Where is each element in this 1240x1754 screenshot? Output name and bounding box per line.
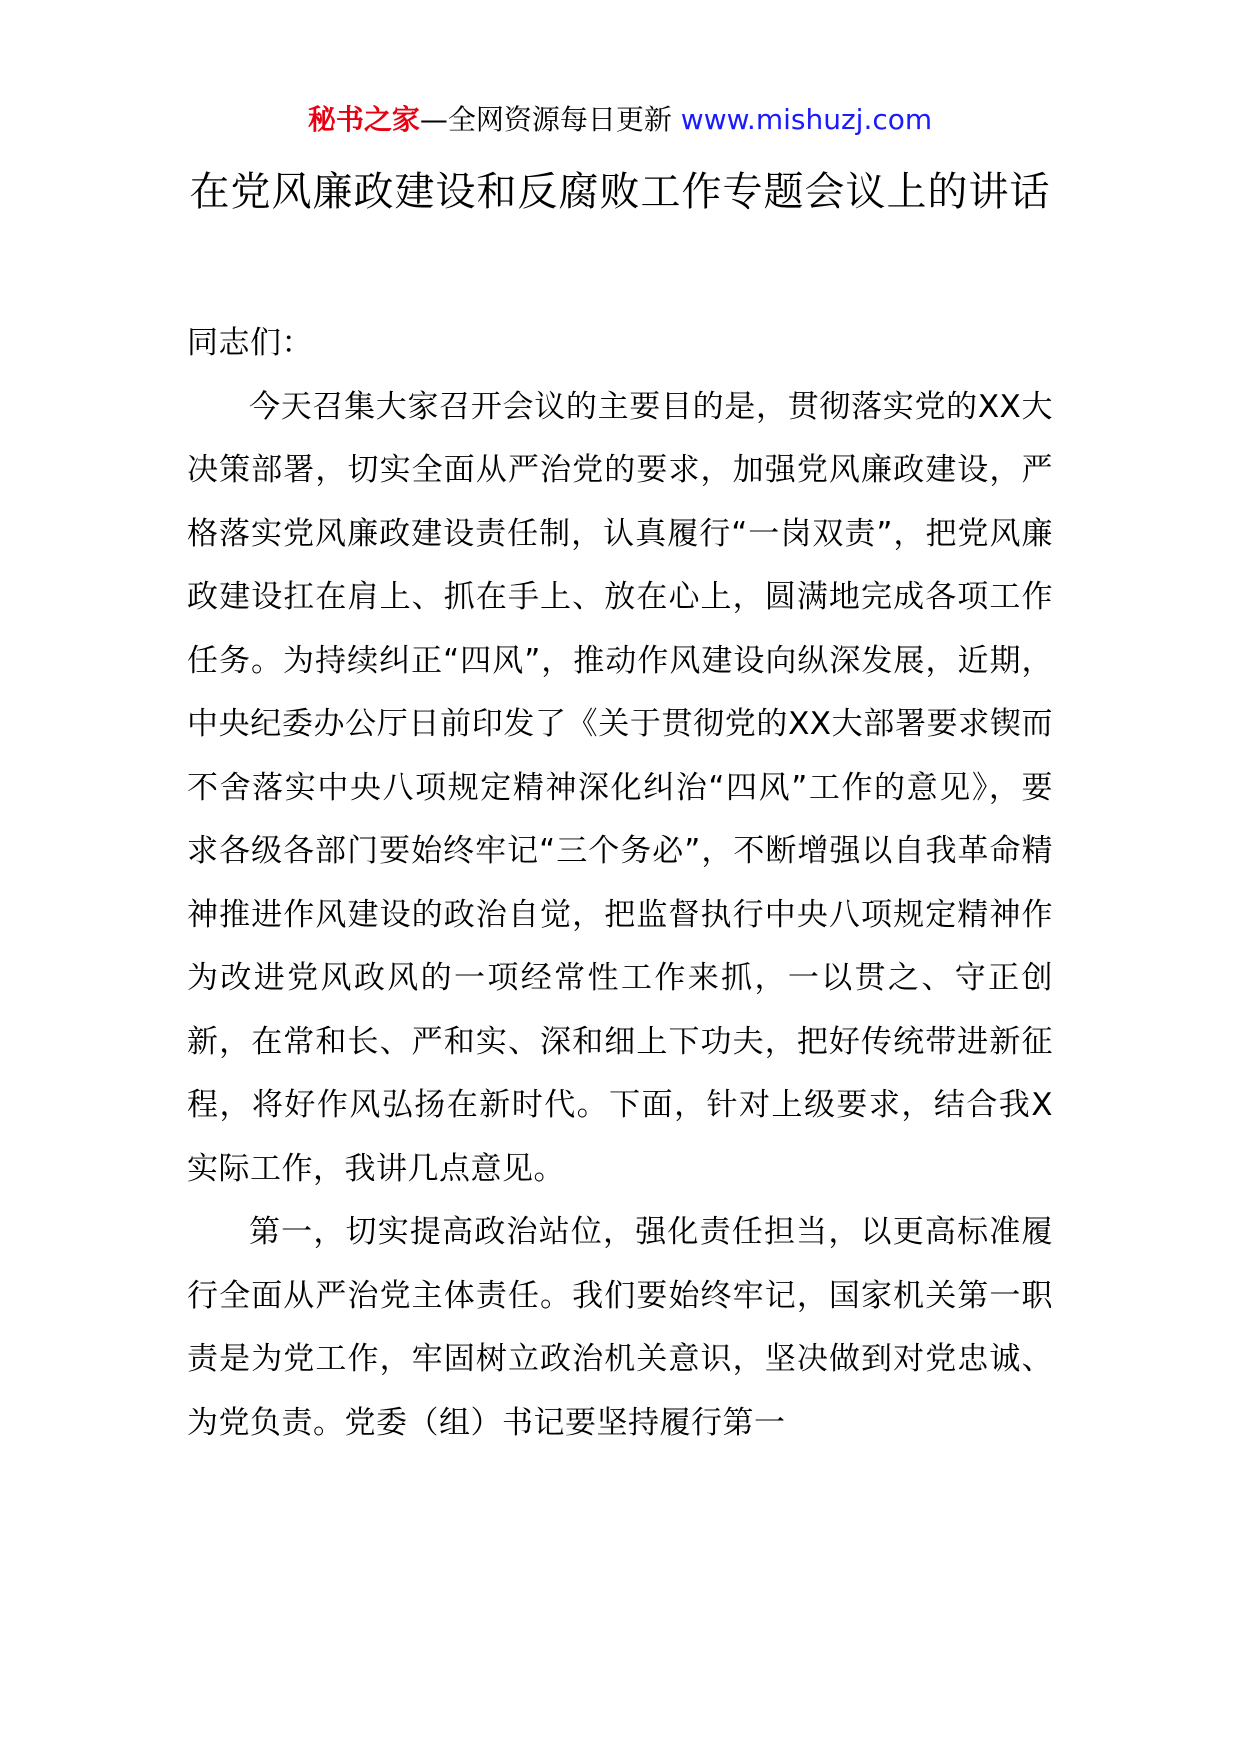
site-header — [0, 100, 1240, 140]
brand-name: 秘书之家 — [307, 103, 420, 136]
document-body — [187, 312, 1053, 1455]
document-title: 在党风廉政建设和反腐败工作专题会议上的讲话 — [189, 169, 1051, 215]
paragraph-first-point: 第一，切实提高政治站位，强化责任担当，以更高标准履行全面从严治党主体责任。我们要始终牢记，国家机关第一职责是为党工作，牢固树立政治机关意识，坚决做到对党忠诚、为党负责。党委（组）书记要坚持履行第一 — [187, 1214, 1053, 1441]
salutation: 同志们： — [187, 325, 313, 361]
site-url-link[interactable]: www.mishuzj.com — [680, 103, 933, 136]
site-slogan: —全网资源每日更新 — [419, 103, 672, 136]
paragraph-intro: 今天召集大家召开会议的主要目的是，贯彻落实党的XX大决策部署，切实全面从严治党的要求，加强党风廉政建设，严格落实党风廉政建设责任制，认真履行“一岗双责”，把党风廉政建设扛在肩上、抓在手上、放在心上，圆满地完成各项工作任务。为持续纠正“四风”，推动作风建设向纵深发展，近期，中央纪委办公厅日前印发了《关于贯彻党的XX大部署要求锲而不舍落实中央八项规定精神深化纠治“四风”工作的意见》，要求各级各部门要始终牢记“三个务必”，不断增强以自我革命精神推进作风建设的政治自觉，把监督执行中央八项规定精神作为改进党风政风的一项经常性工作来抓，一以贯之、守正创新，在常和长、严和实、深和细上下功夫，把好传统带进新征程，将好作风弘扬在新时代。下面，针对上级要求，结合我X实际工作，我讲几点意见。 — [187, 388, 1053, 1187]
